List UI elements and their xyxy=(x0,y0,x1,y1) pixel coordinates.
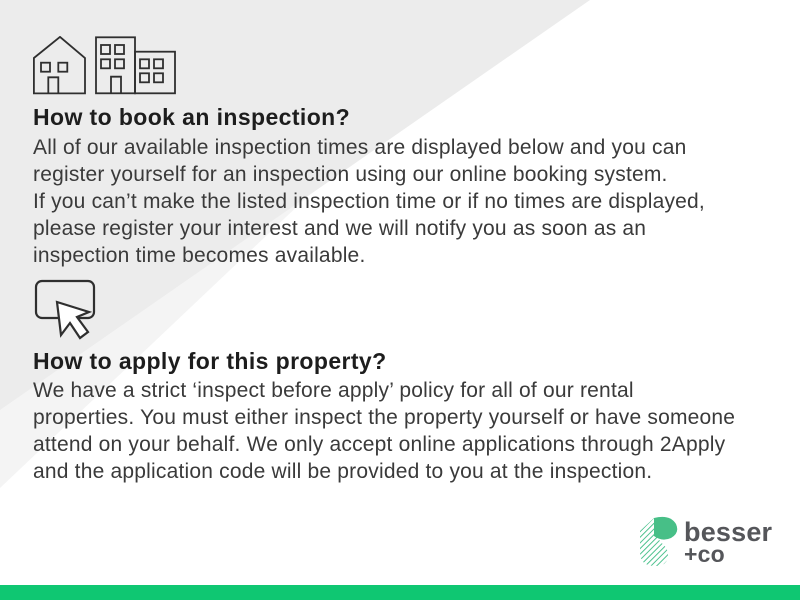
paragraph-line: properties. You must either inspect the property yourself or have someone xyxy=(33,406,736,429)
apply-property-paragraph xyxy=(33,377,735,485)
paragraph-line: inspection time becomes available. xyxy=(33,244,366,267)
paragraph-line: please register your interest and we will notify you as soon as an xyxy=(33,217,647,240)
paragraph-line: and the application code will be provided to you at the inspection. xyxy=(33,460,653,483)
footer-accent-bar xyxy=(0,585,800,600)
paragraph-line: If you can’t make the listed inspection time or if no times are displayed, xyxy=(33,190,705,213)
paragraph-line: We have a strict ‘inspect before apply’ policy for all of our rental xyxy=(33,379,634,402)
cursor-arrow-shape xyxy=(57,302,89,338)
logo-brand-text: besser xyxy=(684,517,773,547)
house-icon xyxy=(34,37,85,94)
book-inspection-paragraph xyxy=(33,134,705,269)
property-icons xyxy=(33,36,176,100)
book-inspection-heading: How to book an inspection? xyxy=(33,104,351,130)
besser-co-logo xyxy=(638,516,772,568)
logo-wordmark xyxy=(684,517,773,567)
buildings-icon xyxy=(96,37,175,93)
besser-leaf-b-icon xyxy=(638,516,679,568)
click-cursor-icon xyxy=(33,276,99,353)
paragraph-line: attend on your behalf. We only accept online applications through 2Apply xyxy=(33,433,726,456)
apply-property-heading: How to apply for this property? xyxy=(33,348,387,374)
logo-suffix-text: +co xyxy=(684,541,725,567)
paragraph-line: All of our available inspection times are displayed below and you can xyxy=(33,136,687,159)
paragraph-line: register yourself for an inspection using our online booking system. xyxy=(33,163,668,186)
leaf-top-solid xyxy=(654,517,677,540)
